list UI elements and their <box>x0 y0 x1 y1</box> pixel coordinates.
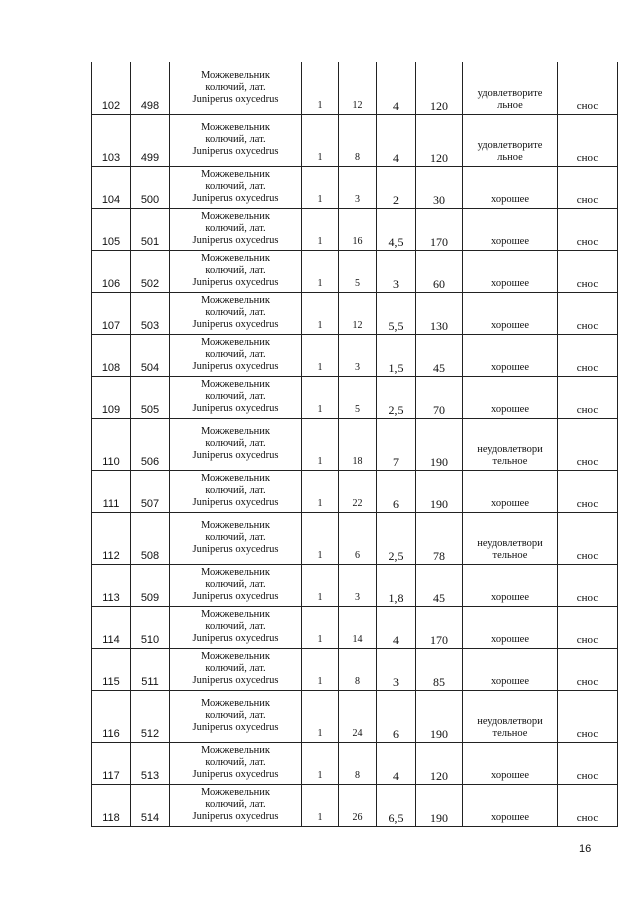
diameter-cell: 5 <box>339 250 377 292</box>
table-row <box>92 208 618 250</box>
species-name-line: Можжевельник <box>200 379 271 390</box>
condition-cell <box>463 606 558 648</box>
species-name-line: колючий, лат. <box>205 438 266 449</box>
species-name-line: Можжевельник <box>200 651 271 662</box>
height-cell: 3 <box>377 250 416 292</box>
condition-cell <box>463 690 558 742</box>
species-name-cell <box>170 648 302 690</box>
species-name-line: Juniperus oxycedrus <box>192 633 279 644</box>
tree-id-cell: 507 <box>131 470 170 512</box>
condition-line: неудовлетвори <box>477 715 543 727</box>
species-name-line: колючий, лат. <box>205 81 266 93</box>
species-name-line: Juniperus oxycedrus <box>192 591 279 602</box>
species-name-line: колючий, лат. <box>205 181 266 192</box>
quantity-cell: 1 <box>302 114 339 166</box>
table-row <box>92 114 618 166</box>
height-cell: 3 <box>377 648 416 690</box>
species-name-line: Можжевельник <box>200 520 271 531</box>
height-cell: 5,5 <box>377 292 416 334</box>
condition-line: удовлетворите <box>477 87 543 99</box>
tree-id-cell: 499 <box>131 114 170 166</box>
table-row <box>92 564 618 606</box>
species-name-line: колючий, лат. <box>205 663 266 674</box>
height-cell: 4 <box>377 742 416 784</box>
quantity-cell: 1 <box>302 564 339 606</box>
action-cell: снос <box>558 742 618 784</box>
species-name-line: колючий, лат. <box>205 621 266 632</box>
action-cell: снос <box>558 512 618 564</box>
species-name-cell <box>170 166 302 208</box>
tree-id-cell: 501 <box>131 208 170 250</box>
condition-line: льное <box>497 151 523 163</box>
height-cell: 4,5 <box>377 208 416 250</box>
species-name-line: колючий, лат. <box>205 799 266 810</box>
table-row <box>92 742 618 784</box>
species-name-line: Можжевельник <box>200 169 271 180</box>
species-name-cell <box>170 114 302 166</box>
species-name-cell <box>170 418 302 470</box>
condition-line: льное <box>497 99 523 111</box>
action-cell: снос <box>558 292 618 334</box>
action-cell: снос <box>558 470 618 512</box>
row-number-cell: 118 <box>92 784 131 826</box>
tree-id-cell: 506 <box>131 418 170 470</box>
species-name-line: Juniperus oxycedrus <box>192 450 279 461</box>
species-name-line: Можжевельник <box>200 609 271 620</box>
age-cell: 120 <box>416 742 463 784</box>
age-cell: 130 <box>416 292 463 334</box>
species-name-line: Juniperus oxycedrus <box>192 193 279 204</box>
quantity-cell: 1 <box>302 166 339 208</box>
condition-line: тельное <box>492 549 528 561</box>
species-name-line: Juniperus oxycedrus <box>192 497 279 508</box>
age-cell: 190 <box>416 418 463 470</box>
species-name-line: Juniperus oxycedrus <box>192 675 279 686</box>
row-number-cell: 108 <box>92 334 131 376</box>
quantity-cell: 1 <box>302 376 339 418</box>
row-number-cell: 104 <box>92 166 131 208</box>
tree-inventory-table <box>91 62 618 827</box>
age-cell: 30 <box>416 166 463 208</box>
quantity-cell: 1 <box>302 690 339 742</box>
species-name-line: колючий, лат. <box>205 223 266 234</box>
condition-line: хорошее <box>490 675 529 687</box>
height-cell: 1,5 <box>377 334 416 376</box>
species-name-line: Можжевельник <box>200 698 271 709</box>
species-name-line: Можжевельник <box>200 567 271 578</box>
quantity-cell: 1 <box>302 208 339 250</box>
action-cell: снос <box>558 62 618 114</box>
diameter-cell: 12 <box>339 62 377 114</box>
table-row <box>92 690 618 742</box>
condition-line: хорошее <box>490 769 529 781</box>
diameter-cell: 3 <box>339 334 377 376</box>
action-cell: снос <box>558 606 618 648</box>
diameter-cell: 12 <box>339 292 377 334</box>
species-name-line: Juniperus oxycedrus <box>192 277 279 288</box>
diameter-cell: 8 <box>339 742 377 784</box>
condition-line: удовлетворите <box>477 139 543 151</box>
diameter-cell: 5 <box>339 376 377 418</box>
species-name-line: колючий, лат. <box>205 265 266 276</box>
age-cell: 170 <box>416 208 463 250</box>
height-cell: 2,5 <box>377 512 416 564</box>
species-name-line: Можжевельник <box>200 337 271 348</box>
quantity-cell: 1 <box>302 470 339 512</box>
page-number: 16 <box>579 843 592 855</box>
height-cell: 7 <box>377 418 416 470</box>
condition-cell <box>463 512 558 564</box>
species-name-line: Juniperus oxycedrus <box>192 544 279 555</box>
table-row <box>92 606 618 648</box>
tree-id-cell: 512 <box>131 690 170 742</box>
row-number-cell: 105 <box>92 208 131 250</box>
height-cell: 6 <box>377 690 416 742</box>
species-name-line: колючий, лат. <box>205 349 266 360</box>
table-row <box>92 784 618 826</box>
action-cell: снос <box>558 376 618 418</box>
age-cell: 170 <box>416 606 463 648</box>
row-number-cell: 107 <box>92 292 131 334</box>
condition-line: хорошее <box>490 633 529 645</box>
table-row <box>92 418 618 470</box>
table-row <box>92 376 618 418</box>
height-cell: 4 <box>377 606 416 648</box>
diameter-cell: 6 <box>339 512 377 564</box>
diameter-cell: 3 <box>339 166 377 208</box>
species-name-line: Juniperus oxycedrus <box>192 361 279 372</box>
species-name-cell <box>170 470 302 512</box>
species-name-line: Juniperus oxycedrus <box>192 146 279 157</box>
row-number-cell: 116 <box>92 690 131 742</box>
species-name-line: колючий, лат. <box>205 485 266 496</box>
height-cell: 1,8 <box>377 564 416 606</box>
species-name-cell <box>170 292 302 334</box>
age-cell: 60 <box>416 250 463 292</box>
row-number-cell: 117 <box>92 742 131 784</box>
action-cell: снос <box>558 250 618 292</box>
condition-cell <box>463 292 558 334</box>
quantity-cell: 1 <box>302 62 339 114</box>
tree-id-cell: 504 <box>131 334 170 376</box>
condition-line: хорошее <box>490 277 529 289</box>
age-cell: 45 <box>416 334 463 376</box>
table-row <box>92 250 618 292</box>
species-name-cell <box>170 250 302 292</box>
diameter-cell: 24 <box>339 690 377 742</box>
action-cell: снос <box>558 334 618 376</box>
quantity-cell: 1 <box>302 292 339 334</box>
age-cell: 190 <box>416 690 463 742</box>
age-cell: 190 <box>416 784 463 826</box>
species-name-line: Можжевельник <box>200 122 271 133</box>
species-name-line: Можжевельник <box>200 745 271 756</box>
condition-line: тельное <box>492 727 528 739</box>
age-cell: 190 <box>416 470 463 512</box>
age-cell: 70 <box>416 376 463 418</box>
quantity-cell: 1 <box>302 606 339 648</box>
action-cell: снос <box>558 690 618 742</box>
condition-cell <box>463 250 558 292</box>
species-name-line: Juniperus oxycedrus <box>192 722 279 733</box>
quantity-cell: 1 <box>302 512 339 564</box>
diameter-cell: 14 <box>339 606 377 648</box>
species-name-line: Juniperus oxycedrus <box>192 235 279 246</box>
species-name-line: Juniperus oxycedrus <box>192 93 279 105</box>
species-name-line: колючий, лат. <box>205 579 266 590</box>
height-cell: 4 <box>377 62 416 114</box>
row-number-cell: 106 <box>92 250 131 292</box>
condition-line: хорошее <box>490 361 529 373</box>
row-number-cell: 113 <box>92 564 131 606</box>
action-cell: снос <box>558 648 618 690</box>
condition-cell <box>463 376 558 418</box>
table-row <box>92 334 618 376</box>
species-name-cell <box>170 742 302 784</box>
species-name-line: колючий, лат. <box>205 307 266 318</box>
quantity-cell: 1 <box>302 418 339 470</box>
condition-cell <box>463 784 558 826</box>
condition-cell <box>463 648 558 690</box>
diameter-cell: 8 <box>339 648 377 690</box>
diameter-cell: 16 <box>339 208 377 250</box>
species-name-cell <box>170 564 302 606</box>
quantity-cell: 1 <box>302 742 339 784</box>
species-name-line: Можжевельник <box>200 211 271 222</box>
condition-line: хорошее <box>490 319 529 331</box>
species-name-line: колючий, лат. <box>205 710 266 721</box>
age-cell: 78 <box>416 512 463 564</box>
condition-line: хорошее <box>490 193 529 205</box>
condition-cell <box>463 470 558 512</box>
tree-id-cell: 505 <box>131 376 170 418</box>
diameter-cell: 22 <box>339 470 377 512</box>
species-name-line: колючий, лат. <box>205 391 266 402</box>
species-name-line: Можжевельник <box>200 295 271 306</box>
row-number-cell: 112 <box>92 512 131 564</box>
row-number-cell: 103 <box>92 114 131 166</box>
species-name-line: колючий, лат. <box>205 757 266 768</box>
species-name-cell <box>170 334 302 376</box>
row-number-cell: 114 <box>92 606 131 648</box>
species-name-cell <box>170 208 302 250</box>
species-name-line: колючий, лат. <box>205 134 266 145</box>
height-cell: 4 <box>377 114 416 166</box>
age-cell: 120 <box>416 62 463 114</box>
row-number-cell: 102 <box>92 62 131 114</box>
row-number-cell: 110 <box>92 418 131 470</box>
condition-cell <box>463 742 558 784</box>
species-name-line: Juniperus oxycedrus <box>192 403 279 414</box>
table-row <box>92 512 618 564</box>
age-cell: 120 <box>416 114 463 166</box>
species-name-cell <box>170 376 302 418</box>
tree-id-cell: 510 <box>131 606 170 648</box>
action-cell: снос <box>558 784 618 826</box>
condition-cell <box>463 166 558 208</box>
action-cell: снос <box>558 166 618 208</box>
quantity-cell: 1 <box>302 250 339 292</box>
condition-cell <box>463 418 558 470</box>
condition-line: хорошее <box>490 591 529 603</box>
diameter-cell: 26 <box>339 784 377 826</box>
species-name-line: колючий, лат. <box>205 532 266 543</box>
table-row <box>92 166 618 208</box>
condition-cell <box>463 564 558 606</box>
condition-cell <box>463 208 558 250</box>
tree-id-cell: 513 <box>131 742 170 784</box>
species-name-cell <box>170 690 302 742</box>
condition-cell <box>463 62 558 114</box>
species-name-line: Можжевельник <box>200 426 271 437</box>
table-row <box>92 62 618 114</box>
row-number-cell: 115 <box>92 648 131 690</box>
condition-cell <box>463 334 558 376</box>
species-name-cell <box>170 606 302 648</box>
condition-line: хорошее <box>490 497 529 509</box>
tree-id-cell: 509 <box>131 564 170 606</box>
condition-line: хорошее <box>490 235 529 247</box>
table-row <box>92 292 618 334</box>
action-cell: снос <box>558 418 618 470</box>
height-cell: 2,5 <box>377 376 416 418</box>
condition-line: неудовлетвори <box>477 443 543 455</box>
height-cell: 6,5 <box>377 784 416 826</box>
tree-id-cell: 503 <box>131 292 170 334</box>
condition-line: хорошее <box>490 811 529 823</box>
age-cell: 85 <box>416 648 463 690</box>
action-cell: снос <box>558 114 618 166</box>
tree-id-cell: 498 <box>131 62 170 114</box>
tree-id-cell: 508 <box>131 512 170 564</box>
tree-id-cell: 500 <box>131 166 170 208</box>
diameter-cell: 8 <box>339 114 377 166</box>
condition-line: неудовлетвори <box>477 537 543 549</box>
diameter-cell: 18 <box>339 418 377 470</box>
action-cell: снос <box>558 208 618 250</box>
tree-id-cell: 514 <box>131 784 170 826</box>
species-name-cell <box>170 784 302 826</box>
height-cell: 2 <box>377 166 416 208</box>
species-name-line: Можжевельник <box>200 69 271 81</box>
condition-line: хорошее <box>490 403 529 415</box>
species-name-cell <box>170 62 302 114</box>
tree-id-cell: 511 <box>131 648 170 690</box>
species-name-line: Можжевельник <box>200 473 271 484</box>
species-name-line: Можжевельник <box>200 787 271 798</box>
row-number-cell: 111 <box>92 470 131 512</box>
species-name-cell <box>170 512 302 564</box>
species-name-line: Juniperus oxycedrus <box>192 319 279 330</box>
age-cell: 45 <box>416 564 463 606</box>
quantity-cell: 1 <box>302 334 339 376</box>
action-cell: снос <box>558 564 618 606</box>
quantity-cell: 1 <box>302 648 339 690</box>
condition-line: тельное <box>492 455 528 467</box>
species-name-line: Juniperus oxycedrus <box>192 769 279 780</box>
quantity-cell: 1 <box>302 784 339 826</box>
species-name-line: Можжевельник <box>200 253 271 264</box>
table-row <box>92 648 618 690</box>
condition-cell <box>463 114 558 166</box>
table-body <box>92 62 618 826</box>
row-number-cell: 109 <box>92 376 131 418</box>
species-name-line: Juniperus oxycedrus <box>192 811 279 822</box>
height-cell: 6 <box>377 470 416 512</box>
diameter-cell: 3 <box>339 564 377 606</box>
tree-id-cell: 502 <box>131 250 170 292</box>
table-row <box>92 470 618 512</box>
